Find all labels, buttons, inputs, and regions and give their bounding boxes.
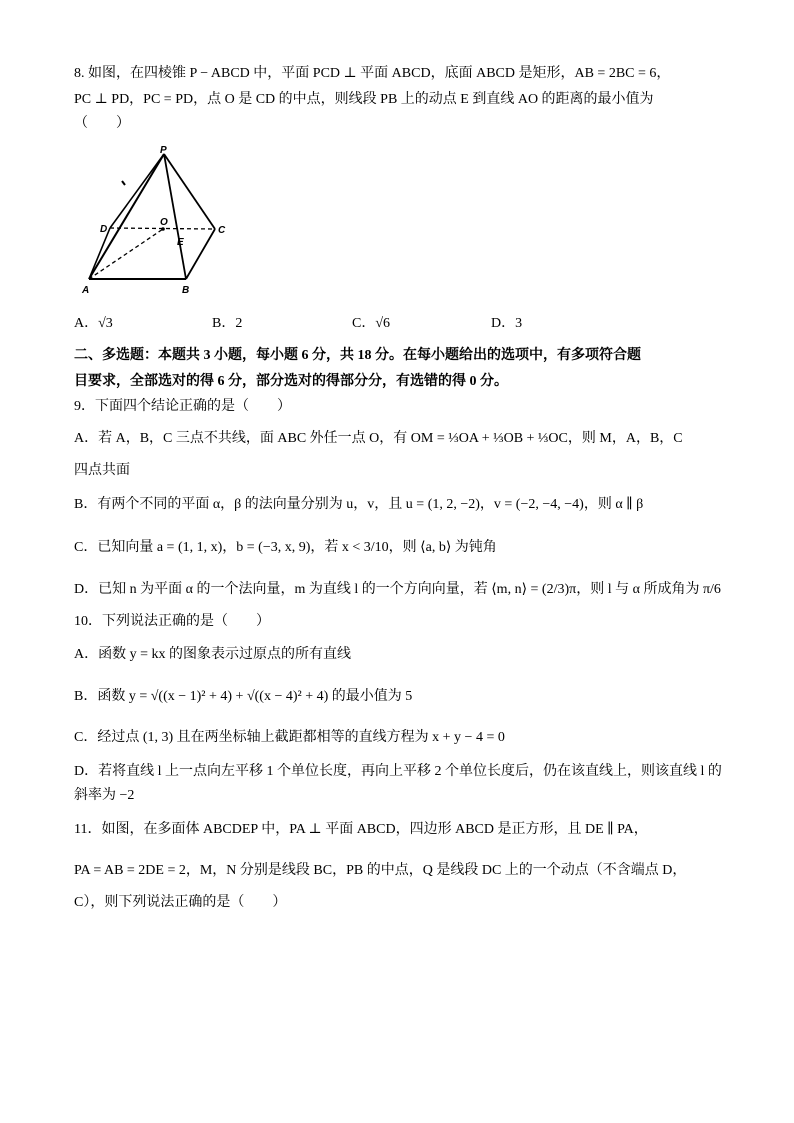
q9-option-b: B．有两个不同的平面 α，β 的法向量分别为 u，v，且 u = (1, 2, −2)，v = (−2, −4, −4)，则 α ∥ β bbox=[74, 497, 644, 512]
q8-line-2: PC ⊥ PD，PC = PD，点 O 是 CD 的中点，则线段 PB 上的动点 E 到直线 AO 的距离的最小值为 bbox=[74, 92, 654, 107]
label-A: A bbox=[82, 285, 90, 296]
q10-stem: 10．下列说法正确的是（ ） bbox=[74, 614, 270, 629]
edge-PC bbox=[164, 154, 215, 229]
label-D: D bbox=[100, 224, 108, 235]
q8-option-b bbox=[212, 314, 242, 334]
edge-PD bbox=[110, 154, 164, 228]
section-heading-line-1: 二、多选题：本题共 3 小题，每小题 6 分，共 18 分。在每小题给出的选项中，有多项符合题 bbox=[74, 348, 641, 363]
option-key: B． bbox=[212, 316, 236, 331]
q8-option-a bbox=[74, 314, 113, 334]
label-E: E bbox=[177, 237, 184, 248]
q10-option-c: C．经过点 (1, 3) 且在两坐标轴上截距都相等的直线方程为 x + y − 4 = 0 bbox=[74, 730, 505, 745]
option-text: √3 bbox=[98, 316, 113, 331]
q10-option-d-line-1: D．若将直线 l 上一点向左平移 1 个单位长度，再向上平移 2 个单位长度后，仍在该直线上，则该直线 l 的 bbox=[74, 764, 722, 779]
q9-option-a-line-2: 四点共面 bbox=[74, 463, 130, 478]
edge-BC bbox=[186, 229, 215, 279]
label-B: B bbox=[182, 285, 190, 296]
ink-mark bbox=[122, 181, 125, 185]
q9-option-d: D．已知 n 为平面 α 的一个法向量，m 为直线 l 的一个方向向量，若 ⟨m, n⟩ = (2/3)π，则 l 与 α 所成角为 π/6 bbox=[74, 582, 721, 597]
label-O: O bbox=[160, 217, 168, 228]
q9-stem: 9．下面四个结论正确的是（ ） bbox=[74, 399, 291, 414]
q10-option-a: A．函数 y = kx 的图象表示过原点的所有直线 bbox=[74, 647, 352, 662]
pyramid-figure bbox=[78, 145, 243, 300]
label-C: C bbox=[218, 225, 226, 236]
q10-option-b: B．函数 y = √((x − 1)² + 4) + √((x − 4)² + 4) 的最小值为 5 bbox=[74, 689, 413, 704]
q8-line-3: （ ） bbox=[74, 116, 130, 131]
q8-option-d bbox=[491, 314, 522, 334]
label-P: P bbox=[160, 145, 167, 156]
option-text: √6 bbox=[375, 316, 391, 331]
q10-option-d-line-2: 斜率为 −2 bbox=[74, 788, 135, 803]
edge-PA bbox=[89, 154, 164, 279]
q9-option-a-line-1: A．若 A，B，C 三点不共线，面 ABC 外任一点 O，有 OM = ⅓OA + ⅓OB + ⅓OC，则 M，A，B，C bbox=[74, 431, 683, 446]
option-key: D． bbox=[491, 316, 516, 331]
option-key: A． bbox=[74, 316, 99, 331]
option-text: 3 bbox=[515, 316, 523, 331]
q11-line-2: PA = AB = 2DE = 2，M，N 分别是线段 BC，PB 的中点，Q 是线段 DC 上的一个动点（不含端点 D， bbox=[74, 863, 687, 878]
option-text: 2 bbox=[235, 316, 243, 331]
option-key: C． bbox=[352, 316, 376, 331]
q9-option-c: C．已知向量 a = (1, 1, x)，b = (−3, x, 9)，若 x < 3/10，则 ⟨a, b⟩ 为钝角 bbox=[74, 540, 497, 555]
q11-line-3: C），则下列说法正确的是（ ） bbox=[74, 895, 287, 910]
q8-option-c bbox=[352, 314, 390, 334]
edge-AD bbox=[89, 228, 110, 279]
pyramid-diagram bbox=[78, 145, 243, 300]
q8-line-1: 8. 如图，在四棱锥 P − ABCD 中，平面 PCD ⊥ 平面 ABCD，底面 ABCD 是矩形，AB = 2BC = 6， bbox=[74, 66, 671, 81]
section-heading-line-2: 目要求，全部选对的得 6 分，部分选对的得部分分，有选错的得 0 分。 bbox=[74, 374, 508, 389]
q11-line-1: 11．如图，在多面体 ABCDEP 中，PA ⊥ 平面 ABCD，四边形 ABCD 是正方形，且 DE ∥ PA， bbox=[74, 822, 648, 837]
